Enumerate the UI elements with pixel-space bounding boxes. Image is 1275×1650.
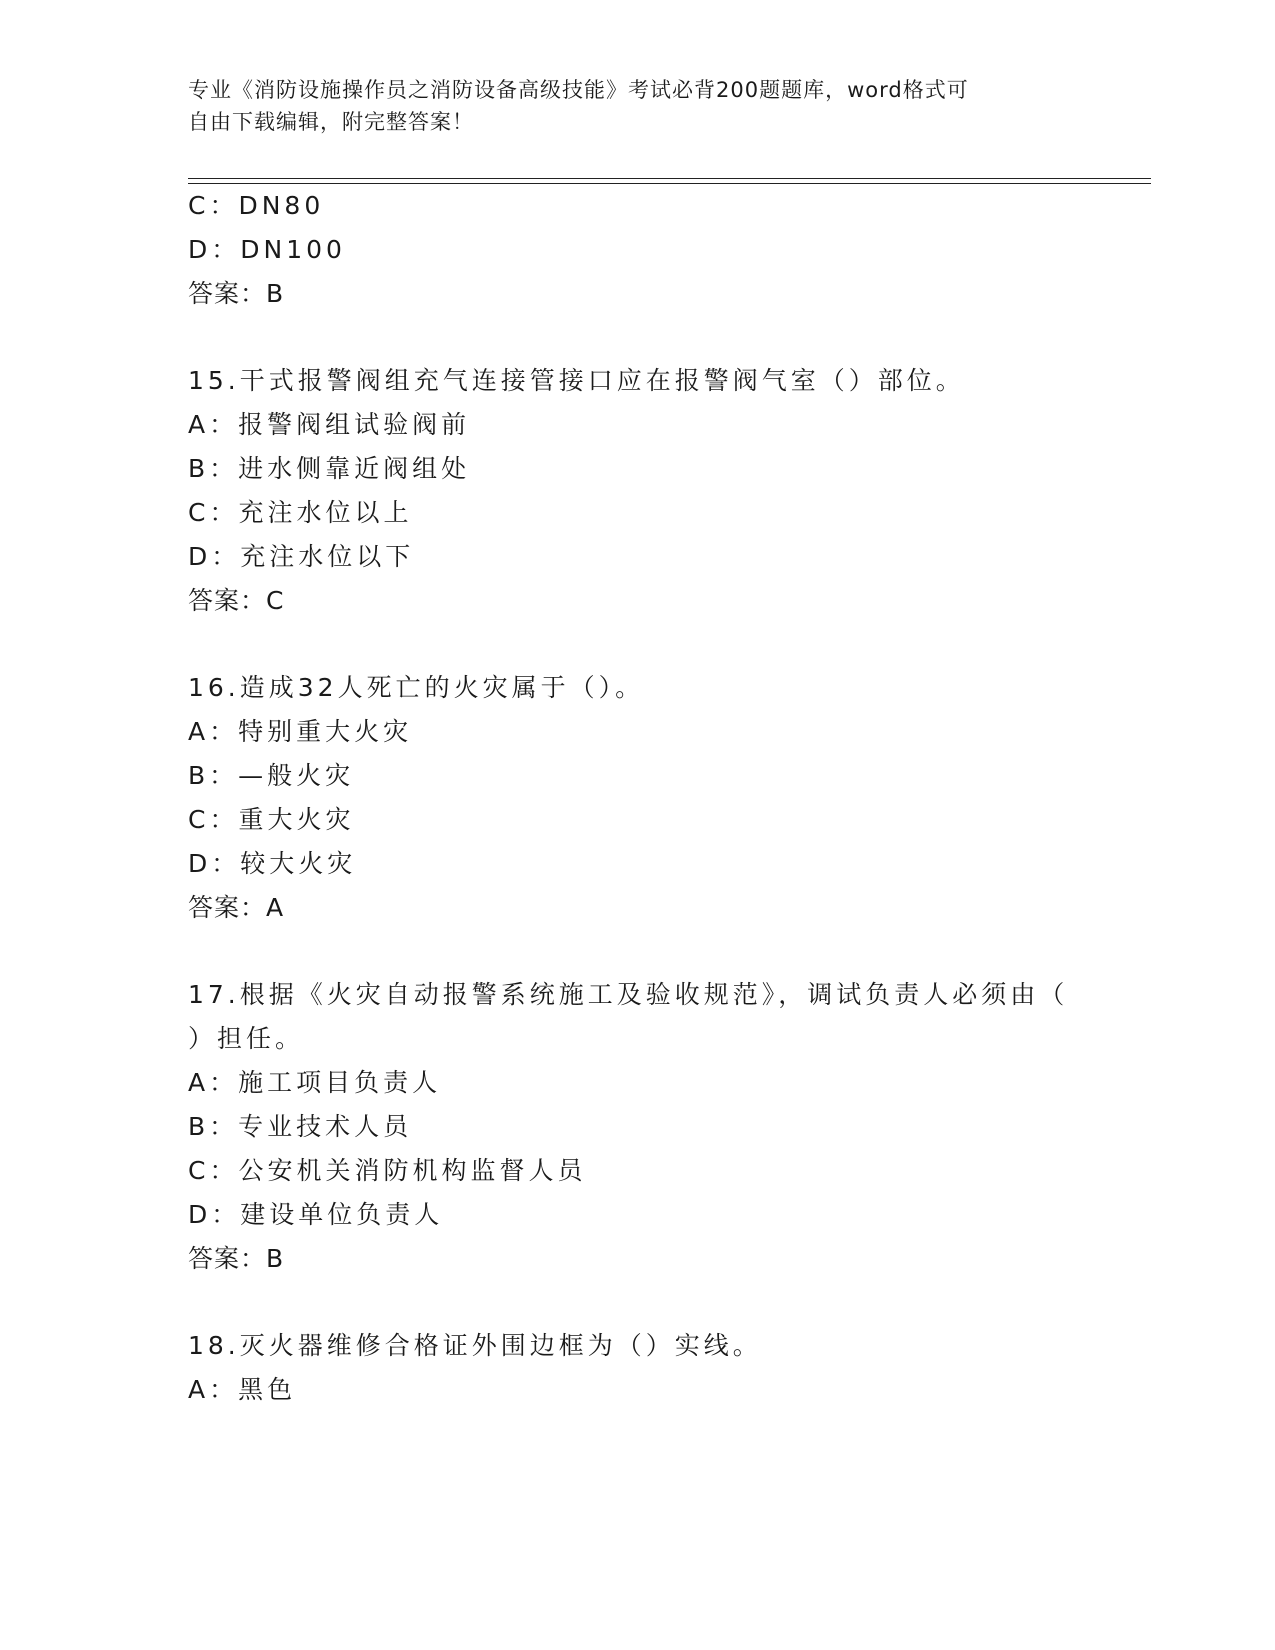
q16-option-c: C：重大火灾	[188, 805, 355, 834]
prev-option-d: D：DN100	[188, 235, 346, 264]
q15-stem: 15.干式报警阀组充气连接管接口应在报警阀气室（）部位。	[188, 366, 965, 395]
q15-option-b: B：进水侧靠近阀组处	[188, 454, 471, 483]
q16-option-a: A：特别重大火灾	[188, 717, 413, 746]
q17-answer: 答案：B	[188, 1244, 285, 1273]
prev-option-c: C：DN80	[188, 191, 325, 220]
q15-option-d: D：充注水位以下	[188, 542, 415, 571]
q17-option-d: D：建设单位负责人	[188, 1200, 444, 1229]
prev-answer: 答案：B	[188, 279, 285, 308]
q16-stem: 16.造成32人死亡的火灾属于（）。	[188, 673, 645, 702]
q17-stem-line-2: ）担任。	[188, 1024, 305, 1053]
q15-option-c: C：充注水位以上	[188, 498, 413, 527]
header-divider-top	[188, 178, 1151, 179]
q18-stem: 18.灭火器维修合格证外围边框为（）实线。	[188, 1331, 762, 1360]
document-header	[188, 74, 1088, 138]
q16-answer: 答案：A	[188, 893, 285, 922]
header-line-2: 自由下载编辑，附完整答案！	[188, 110, 474, 134]
q17-option-c: C：公安机关消防机构监督人员	[188, 1156, 587, 1185]
header-line-1: 专业《消防设施操作员之消防设备高级技能》考试必背200题题库，word格式可	[188, 78, 969, 102]
q15-option-a: A：报警阀组试验阀前	[188, 410, 471, 439]
q17-option-b: B：专业技术人员	[188, 1112, 413, 1141]
q16-option-b: B：—般火灾	[188, 761, 355, 790]
q17-stem-line-1: 17.根据《火灾自动报警系统施工及验收规范》，调试负责人必须由（	[188, 980, 1069, 1009]
q15-answer: 答案：C	[188, 586, 285, 615]
header-divider-bottom	[188, 183, 1151, 184]
q16-option-d: D：较大火灾	[188, 849, 357, 878]
q17-option-a: A：施工项目负责人	[188, 1068, 442, 1097]
q18-option-a: A：黑色	[188, 1375, 297, 1404]
